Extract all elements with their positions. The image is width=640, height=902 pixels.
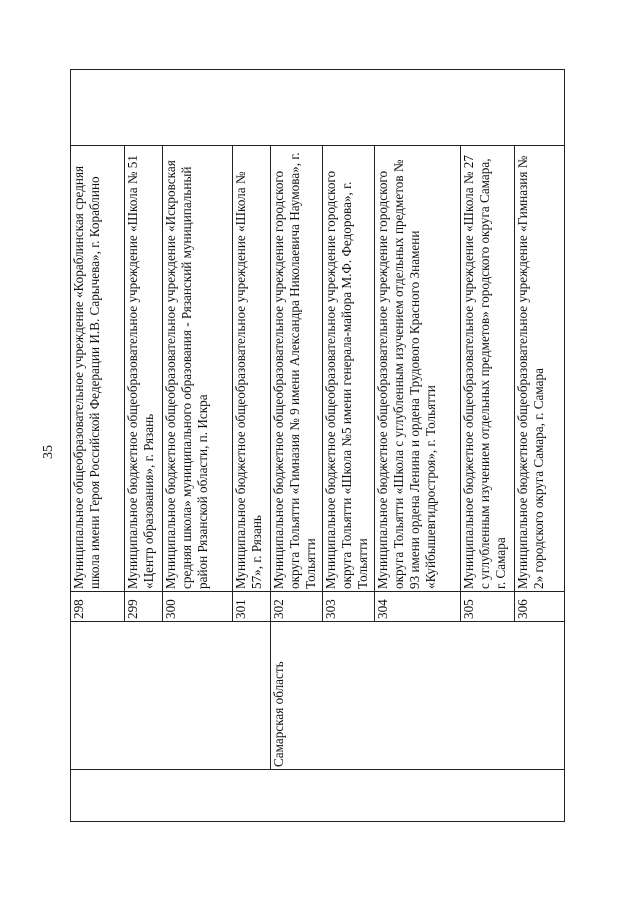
row-number: 302 <box>271 592 323 622</box>
row-number: 304 <box>375 592 461 622</box>
institution-name: Муниципальное бюджетное общеобразовательное учреждение «Школа № 51 «Центр образования», г. Рязань <box>125 146 163 592</box>
schools-table <box>70 69 565 822</box>
institution-name: Муниципальное бюджетное общеобразовательное учреждение «Гимназия № 2» городского округа Самара, г. Самара <box>515 146 565 592</box>
row-number: 303 <box>323 592 375 622</box>
institution-name: Муниципальное бюджетное общеобразовательное учреждение городского округа Тольятти «Гимназия № 9 имени Александра Николаевича Наумова», г. Тольятти <box>271 146 323 592</box>
institution-name: Муниципальное бюджетное общеобразовательное учреждение городского округа Тольятти «Школа №5 имени генерала-майора М.Ф. Федорова», г. Тольятти <box>323 146 375 592</box>
row-number: 300 <box>163 592 233 622</box>
row-number: 298 <box>71 592 125 622</box>
table-row <box>71 70 125 822</box>
page-number: 35 <box>41 445 56 459</box>
institution-name: Муниципальное бюджетное общеобразовательное учреждение «Искровская средняя школа» муниципального образования - Рязанский муниципальный район Рязанской области, п. Искра <box>163 146 233 592</box>
institution-name: Муниципальное бюджетное общеобразовательное учреждение «Школа № 57», г. Рязань <box>233 146 271 592</box>
blank-cell <box>71 770 565 822</box>
blank-cell <box>71 70 565 146</box>
region-cell: Самарская область <box>271 622 565 770</box>
table-row <box>271 70 323 822</box>
region-cell <box>71 622 271 770</box>
institution-name: Муниципальное бюджетное общеобразовательное учреждение городского округа Тольятти «Школа с углубленным изучением отдельных предметов № 93 имени ордена Ленина и ордена Трудового Красного Знамени «Куйбышевгидростроя», г. Тольятти <box>375 146 461 592</box>
row-number: 306 <box>515 592 565 622</box>
institution-name: Муниципальное общеобразовательное учреждение «Кораблинская средняя школа имени Героя Российской Федерации И.В. Сарычева», г. Кораблино <box>71 146 125 592</box>
institution-name: Муниципальное бюджетное общеобразовательное учреждение «Школа № 27 с углубленным изучением отдельных предметов» городского округа Самара, г. Самара <box>461 146 515 592</box>
rotated-table-container <box>70 70 580 822</box>
row-number: 305 <box>461 592 515 622</box>
row-number: 299 <box>125 592 163 622</box>
row-number: 301 <box>233 592 271 622</box>
